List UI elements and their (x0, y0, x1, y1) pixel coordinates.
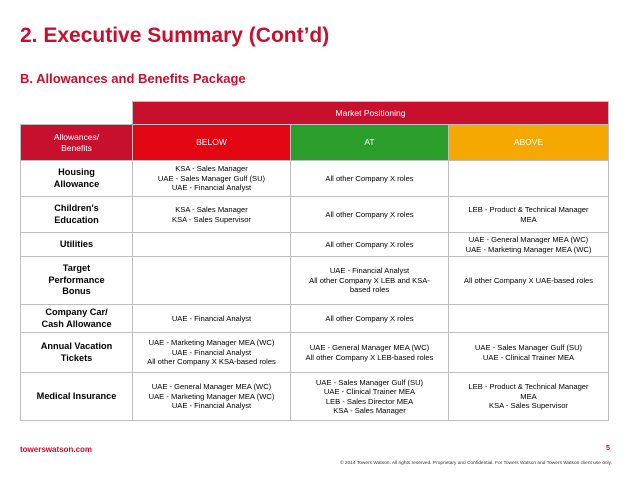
below-cell (133, 233, 291, 257)
market-positioning-row (21, 102, 609, 125)
benefits-table (20, 101, 609, 421)
below-cell: UAE - Financial Analyst (133, 305, 291, 333)
at-cell: All other Company X roles (291, 197, 449, 233)
row-label: Company Car/ Cash Allowance (21, 305, 133, 333)
at-cell: All other Company X roles (291, 305, 449, 333)
row-label: Medical Insurance (21, 373, 133, 421)
footer-website: towerswatson.com (20, 445, 93, 454)
table-row (21, 305, 609, 333)
row-label: Utilities (21, 233, 133, 257)
header-below: BELOW (133, 125, 291, 161)
header-at: AT (291, 125, 449, 161)
above-cell: UAE - General Manager MEA (WC) UAE - Marketing Manager MEA (WC) (449, 233, 609, 257)
table-row (21, 373, 609, 421)
above-cell: LEB - Product & Technical Manager MEA (449, 197, 609, 233)
table-row (21, 333, 609, 373)
above-cell (449, 161, 609, 197)
above-cell: All other Company X UAE-based roles (449, 257, 609, 305)
column-header-row (21, 125, 609, 161)
row-label: Annual Vacation Tickets (21, 333, 133, 373)
at-cell: UAE - Financial Analyst All other Company X LEB and KSA- based roles (291, 257, 449, 305)
table-row (21, 233, 609, 257)
at-cell: UAE - Sales Manager Gulf (SU) UAE - Clinical Trainer MEA LEB - Sales Director MEA KSA - Sales Manager (291, 373, 449, 421)
above-cell: LEB - Product & Technical Manager MEA KSA - Sales Supervisor (449, 373, 609, 421)
table-row (21, 257, 609, 305)
table-row (21, 161, 609, 197)
below-cell: KSA - Sales Manager KSA - Sales Supervisor (133, 197, 291, 233)
header-allowances-benefits: Allowances/ Benefits (21, 125, 133, 161)
below-cell: UAE - Marketing Manager MEA (WC) UAE - Financial Analyst All other Company X KSA-based roles (133, 333, 291, 373)
row-label: Children's Education (21, 197, 133, 233)
row-label: Target Performance Bonus (21, 257, 133, 305)
below-cell: UAE - General Manager MEA (WC) UAE - Marketing Manager MEA (WC) UAE - Financial Analyst (133, 373, 291, 421)
blank-cell (21, 102, 133, 125)
above-cell (449, 305, 609, 333)
at-cell: All other Company X roles (291, 233, 449, 257)
page-number: 5 (606, 445, 610, 452)
above-cell: UAE - Sales Manager Gulf (SU) UAE - Clinical Trainer MEA (449, 333, 609, 373)
header-above: ABOVE (449, 125, 609, 161)
market-positioning-header: Market Positioning (133, 102, 609, 125)
at-cell: UAE - General Manager MEA (WC) All other Company X LEB-based roles (291, 333, 449, 373)
footer-copyright: © 2014 Towers Watson. All rights reserved. Proprietary and Confidential. For Towers Watson and Towers Watson client use only. (340, 461, 612, 466)
at-cell: All other Company X roles (291, 161, 449, 197)
below-cell (133, 257, 291, 305)
row-label: Housing Allowance (21, 161, 133, 197)
section-subtitle: B. Allowances and Benefits Package (20, 71, 246, 86)
table-row (21, 197, 609, 233)
below-cell: KSA - Sales Manager UAE - Sales Manager Gulf (SU) UAE - Financial Analyst (133, 161, 291, 197)
page-title: 2. Executive Summary (Cont’d) (20, 24, 330, 47)
